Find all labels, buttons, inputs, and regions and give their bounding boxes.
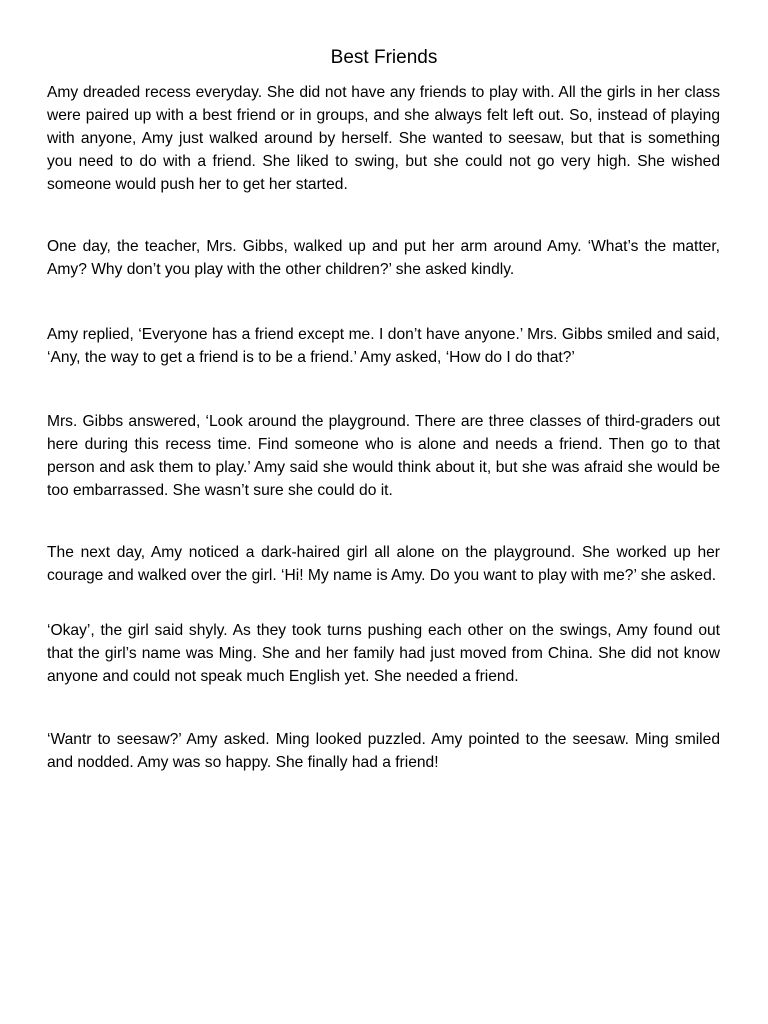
paragraph-2: One day, the teacher, Mrs. Gibbs, walked up and put her arm around Amy. ‘What’s the matter, Amy? Why don’t you play with the other children?’ she asked kindly.	[47, 238, 720, 278]
paragraph-3: Amy replied, ‘Everyone has a friend except me. I don’t have anyone.’ Mrs. Gibbs smiled and said, ‘Any, the way to get a friend is to be a friend.’ Amy asked, ‘How do I do that?’	[47, 326, 720, 366]
paragraph-7: ‘Wantr to seesaw?’ Amy asked. Ming looked puzzled. Amy pointed to the seesaw. Ming smiled and nodded. Amy was so happy. She finally had a friend!	[47, 731, 720, 771]
paragraph-4: Mrs. Gibbs answered, ‘Look around the playground. There are three classes of third-graders out here during this recess time. Find someone who is alone and needs a friend. Then go to that person and ask them to play.’ Amy said she would think about it, but she was afraid she would be too embarrassed. She wasn’t sure she could do it.	[47, 413, 720, 499]
paragraph-5: The next day, Amy noticed a dark-haired girl all alone on the playground. She worked up her courage and walked over the girl. ‘Hi! My name is Amy. Do you want to play with me?’ she asked.	[47, 544, 720, 584]
paragraph-6: ‘Okay’, the girl said shyly. As they took turns pushing each other on the swings, Amy found out that the girl’s name was Ming. She and her family had just moved from China. She did not know anyone and could not speak much English yet. She needed a friend.	[47, 622, 720, 685]
page-title: Best Friends	[330, 47, 438, 68]
paragraph-1: Amy dreaded recess everyday. She did not have any friends to play with. All the girls in her class were paired up with a best friend or in groups, and she always felt left out. So, instead of playing with anyone, Amy just walked around by herself. She wanted to seesaw, but that is something you need to do with a friend. She liked to swing, but she could not go very high. She wished someone would push her to get her started.	[47, 84, 720, 193]
